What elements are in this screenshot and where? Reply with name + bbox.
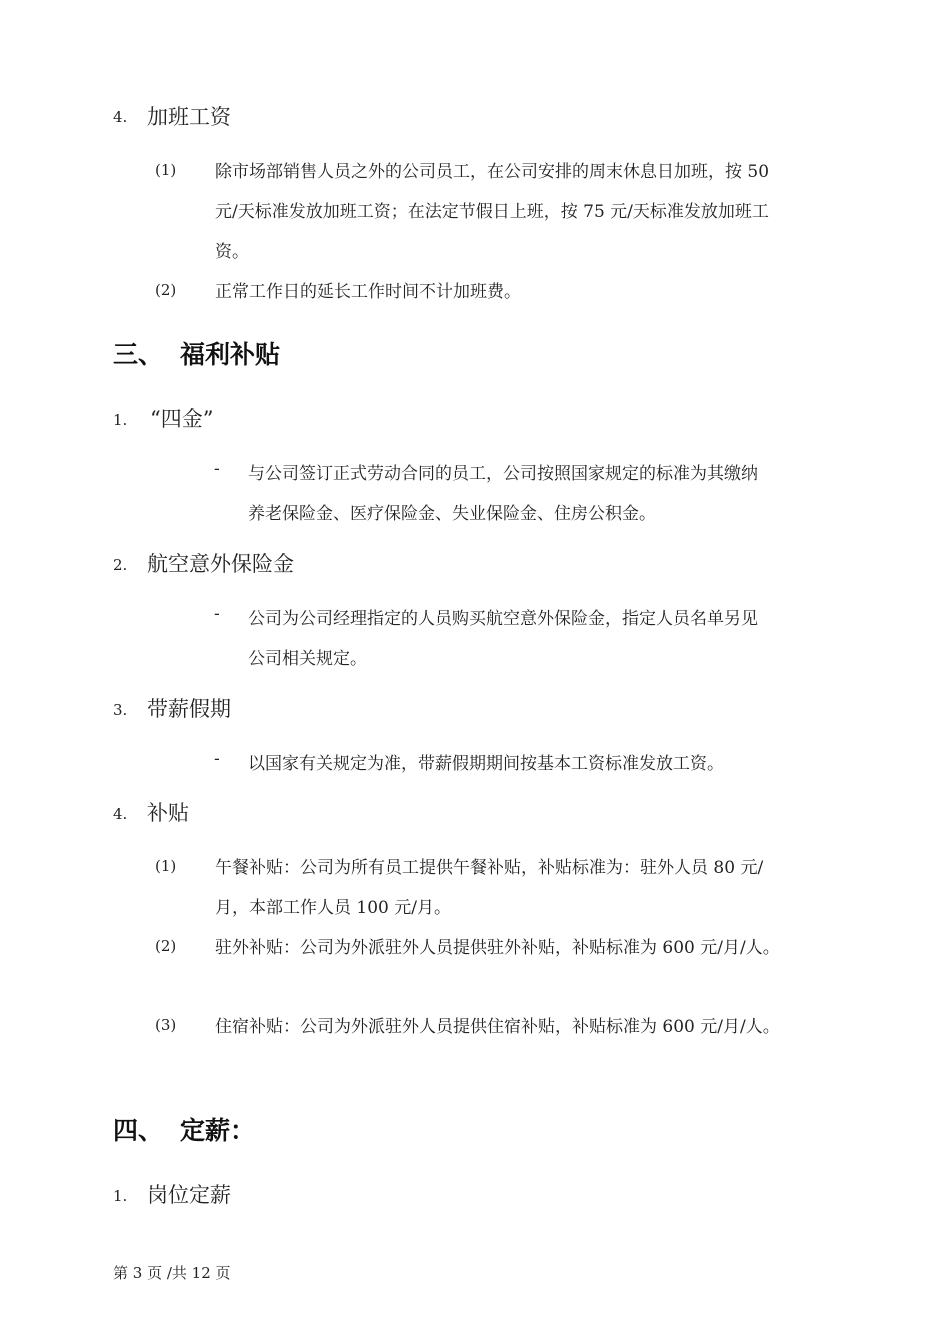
item-number: 3. xyxy=(113,701,128,719)
paragraph-line: 正常工作日的延长工作时间不计加班费。 xyxy=(215,282,521,302)
list-marker: (3) xyxy=(155,1016,177,1034)
paragraph-line: 住宿补贴：公司为外派驻外人员提供住宿补贴，补贴标准为 600 元/月/人。 xyxy=(215,1017,780,1037)
list-marker: (1) xyxy=(155,161,177,179)
paragraph-line: 与公司签订正式劳动合同的员工，公司按照国家规定的标准为其缴纳 xyxy=(248,464,758,484)
paragraph-line: 资。 xyxy=(215,242,249,262)
page-footer: 第 3 页 /共 12 页 xyxy=(113,1264,231,1282)
paragraph-line: 除市场部销售人员之外的公司员工，在公司安排的周末休息日加班，按 50 xyxy=(215,162,770,182)
section-number: 三、 xyxy=(113,340,164,369)
list-marker: (2) xyxy=(155,281,177,299)
paragraph-line: 公司为公司经理指定的人员购买航空意外保险金，指定人员名单另见 xyxy=(248,609,758,629)
bullet-dash: - xyxy=(214,604,220,624)
item-number: 2. xyxy=(113,556,128,574)
paragraph-line: 元/天标准发放加班工资；在法定节假日上班，按 75 元/天标准发放加班工 xyxy=(215,202,769,222)
item-number: 4. xyxy=(113,805,128,823)
bullet-dash: - xyxy=(214,459,220,479)
paragraph-line: 午餐补贴：公司为所有员工提供午餐补贴，补贴标准为：驻外人员 80 元/ xyxy=(215,858,764,878)
section-title-benefits: 福利补贴 xyxy=(180,340,281,369)
item-number: 1. xyxy=(113,1187,128,1205)
subsection-title-allowances: 补贴 xyxy=(147,801,189,825)
section-number: 四、 xyxy=(113,1116,164,1145)
section-title-salary-setting: 定薪： xyxy=(180,1116,256,1145)
paragraph-line: 公司相关规定。 xyxy=(248,649,367,669)
paragraph-line: 养老保险金、医疗保险金、失业保险金、住房公积金。 xyxy=(248,504,656,524)
paragraph-line: 月，本部工作人员 100 元/月。 xyxy=(215,898,451,918)
list-marker: (1) xyxy=(155,857,177,875)
paragraph-line: 以国家有关规定为准，带薪假期期间按基本工资标准发放工资。 xyxy=(248,754,724,774)
subsection-title-air-insurance: 航空意外保险金 xyxy=(147,552,294,576)
list-marker: (2) xyxy=(155,937,177,955)
subsection-title-overtime: 加班工资 xyxy=(147,105,231,129)
bullet-dash: - xyxy=(214,749,220,769)
item-number: 4. xyxy=(113,108,128,126)
subsection-title-position-salary: 岗位定薪 xyxy=(147,1183,231,1207)
subsection-title-four-funds: “四金” xyxy=(150,407,214,431)
item-number: 1. xyxy=(113,411,128,429)
paragraph-line: 驻外补贴：公司为外派驻外人员提供驻外补贴，补贴标准为 600 元/月/人。 xyxy=(215,938,780,958)
subsection-title-paid-leave: 带薪假期 xyxy=(147,697,231,721)
